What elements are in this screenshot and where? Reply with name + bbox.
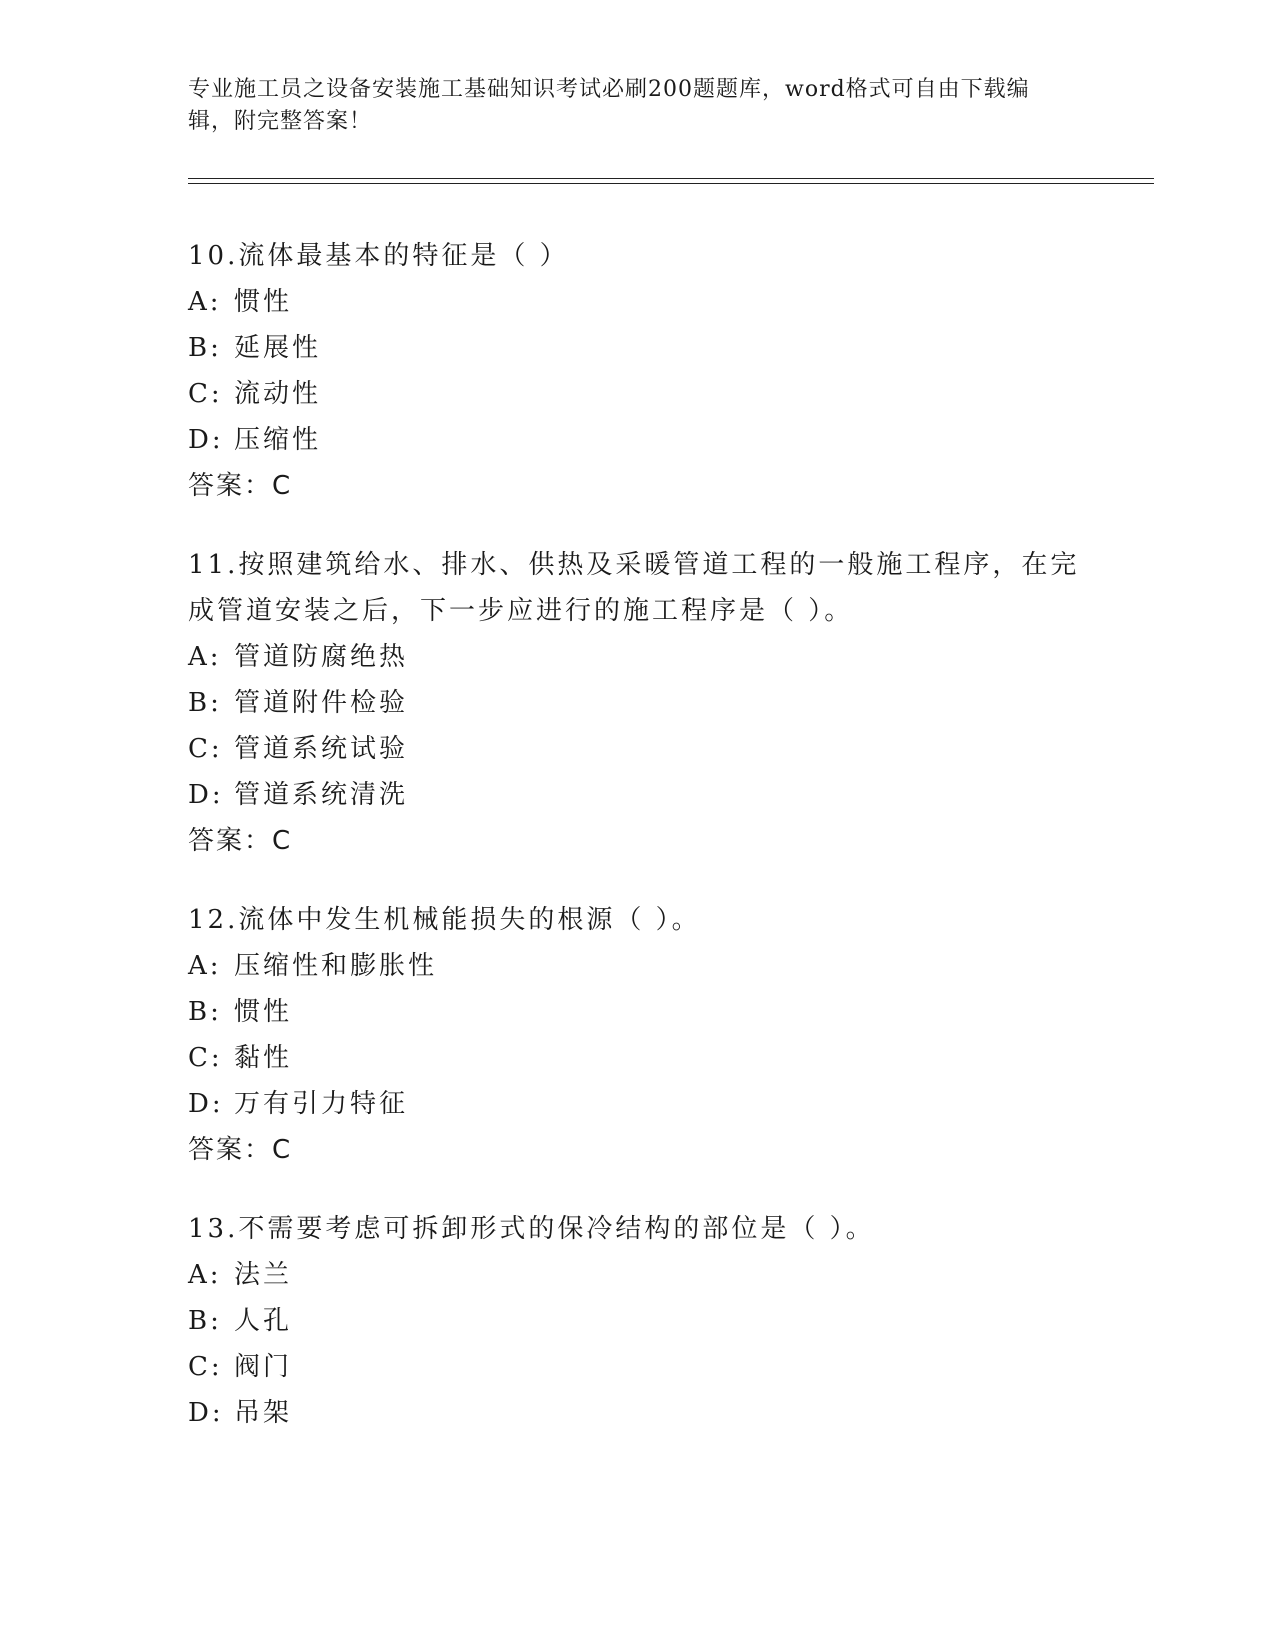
document-title: 专业施工员之设备安装施工基础知识考试必刷200题题库，word格式可自由下载编辑，附完整答案！ (188, 77, 1030, 134)
option-d (188, 417, 1088, 463)
option-text: 流动性 (234, 379, 322, 409)
option-letter: D: (188, 780, 224, 810)
option-text: 吊架 (234, 1398, 293, 1428)
option-d (188, 772, 1088, 818)
question-13 (188, 1206, 1088, 1436)
option-letter: A: (188, 287, 222, 317)
option-text: 延展性 (234, 333, 322, 363)
question-stem: 10.流体最基本的特征是（ ） (188, 241, 569, 271)
option-text: 压缩性 (234, 425, 322, 455)
option-text: 管道系统试验 (234, 734, 409, 764)
answer-line: 答案：C (188, 471, 293, 501)
option-a (188, 634, 1088, 680)
option-text: 人孔 (234, 1306, 293, 1336)
option-b (188, 325, 1088, 371)
option-c (188, 371, 1088, 417)
option-c (188, 1344, 1088, 1390)
option-text: 管道防腐绝热 (234, 642, 409, 672)
option-b (188, 989, 1088, 1035)
question-12 (188, 897, 1088, 1173)
option-d (188, 1081, 1088, 1127)
option-letter: A: (188, 1260, 222, 1290)
option-letter: D: (188, 1089, 224, 1119)
option-text: 管道附件检验 (234, 688, 409, 718)
option-text: 管道系统清洗 (234, 780, 409, 810)
option-letter: C: (188, 379, 223, 409)
option-b (188, 680, 1088, 726)
option-d (188, 1390, 1088, 1436)
option-letter: B: (188, 997, 222, 1027)
question-stem: 11.按照建筑给水、排水、供热及采暖管道工程的一般施工程序，在完成管道安装之后，下一步应进行的施工程序是（ ）。 (188, 550, 1080, 626)
option-c (188, 1035, 1088, 1081)
option-letter: D: (188, 1398, 224, 1428)
option-text: 万有引力特征 (234, 1089, 409, 1119)
answer-line: 答案：C (188, 826, 293, 856)
question-11 (188, 542, 1088, 864)
option-letter: A: (188, 642, 222, 672)
answer-line: 答案：C (188, 1135, 293, 1165)
question-list (188, 233, 1088, 1469)
option-letter: C: (188, 734, 223, 764)
option-letter: B: (188, 688, 222, 718)
question-10 (188, 233, 1088, 509)
option-text: 黏性 (234, 1043, 293, 1073)
option-text: 压缩性和膨胀性 (234, 951, 438, 981)
option-letter: D: (188, 425, 224, 455)
option-letter: B: (188, 1306, 222, 1336)
question-stem: 12.流体中发生机械能损失的根源（ ）。 (188, 905, 701, 935)
option-text: 惯性 (234, 997, 293, 1027)
option-text: 惯性 (234, 287, 293, 317)
header-divider (188, 178, 1154, 184)
option-letter: C: (188, 1352, 223, 1382)
option-letter: B: (188, 333, 222, 363)
option-a (188, 1252, 1088, 1298)
option-text: 阀门 (234, 1352, 293, 1382)
option-text: 法兰 (234, 1260, 293, 1290)
option-letter: A: (188, 951, 222, 981)
option-c (188, 726, 1088, 772)
option-a (188, 943, 1088, 989)
option-b (188, 1298, 1088, 1344)
option-letter: C: (188, 1043, 223, 1073)
question-stem: 13.不需要考虑可拆卸形式的保冷结构的部位是（ ）。 (188, 1214, 875, 1244)
option-a (188, 279, 1088, 325)
